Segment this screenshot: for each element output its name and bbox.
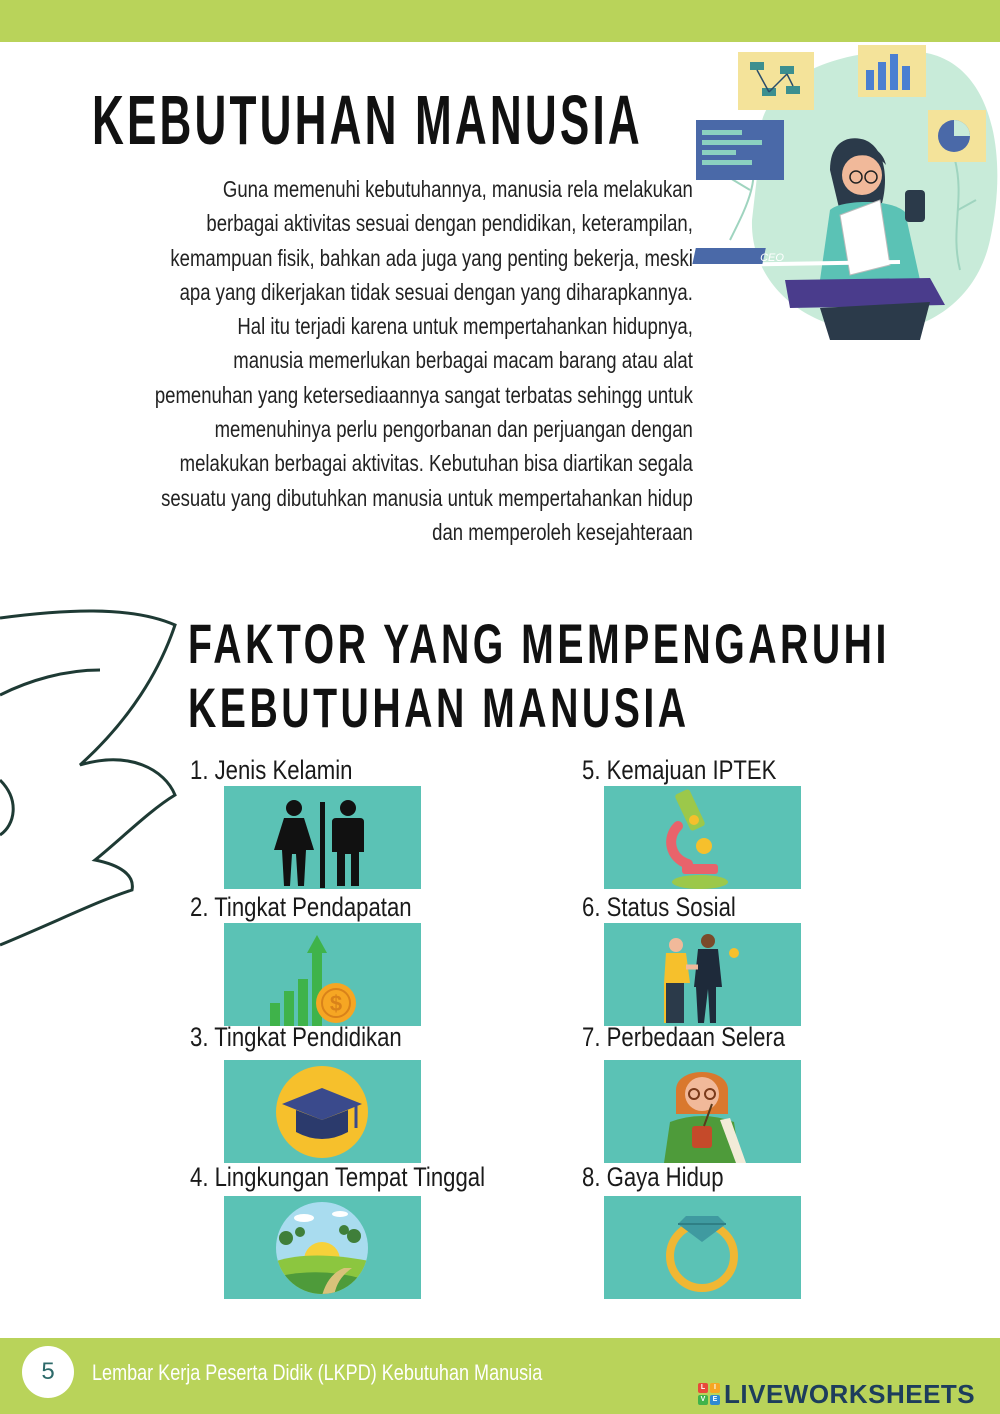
factor-label-tingkat-pendapatan: 2. Tingkat Pendapatan [190,892,412,922]
intro-line: kemampuan fisik, bahkan ada juga yang penting bekerja, meski [170,244,693,271]
liveworksheets-logo[interactable] [698,1378,975,1410]
intro-line: pemenuhan yang ketersediaannya sangat terbatas sehingg untuk [154,381,693,408]
logo-text: LIVEWORKSHEETS [724,1378,976,1409]
factor-label-perbedaan-selera: 7. Perbedaan Selera [582,1022,786,1052]
top-accent-bar [0,0,1000,42]
leaf-outline-decoration [0,600,200,960]
intro-line: manusia memerlukan berbagai macam barang atau alat [233,347,693,374]
factor-label-tingkat-pendidikan: 3. Tingkat Pendidikan [190,1022,402,1052]
intro-line: sesuatu yang dibutuhkan manusia untuk mempertahankan hidup [161,484,693,511]
hero-illustration [690,40,1000,340]
gender-icon [224,786,421,889]
intro-line: berbagai aktivitas sesuai dengan pendidikan, keterampilan, [206,210,693,237]
intro-line: memenuhinya perlu pengorbanan dan perjuangan dengan [214,416,693,443]
factor-label-jenis-kelamin: 1. Jenis Kelamin [190,755,353,785]
svg-text:$: $ [329,991,343,1016]
intro-line: Guna memenuhi kebutuhannya, manusia rela melakukan [222,176,693,202]
section-title-line-2: KEBUTUHAN MANUSIA [188,676,690,739]
person-eating-icon [604,1060,801,1163]
ring-icon [604,1196,801,1299]
microscope-icon [604,786,801,889]
intro-line: Hal itu terjadi karena untuk mempertahankan hidupnya, [237,313,693,340]
intro-paragraph [40,172,693,549]
logo-blocks-icon: L I V E [698,1383,720,1405]
section-title [188,612,890,740]
intro-line: apa yang dikerjakan tidak sesuai dengan yang diharapkannya. [179,278,693,305]
intro-line: melakukan berbagai aktivitas. Kebutuhan bisa diartikan segala [179,450,693,477]
page-number: 5 [22,1346,74,1398]
factor-label-status-sosial: 6. Status Sosial [582,892,736,922]
factor-label-lingkungan: 4. Lingkungan Tempat Tinggal [190,1162,486,1192]
page-title: KEBUTUHAN MANUSIA [92,81,643,159]
factor-label-gaya-hidup: 8. Gaya Hidup [582,1162,724,1192]
intro-line: dan memperoleh kesejahteraan [432,518,693,545]
section-title-line-1: FAKTOR YANG MEMPENGARUHI [188,612,890,675]
footer-title: Lembar Kerja Peserta Didik (LKPD) Kebutuhan Manusia [92,1360,543,1385]
landscape-icon [224,1196,421,1299]
ceo-badge: CEO [760,252,784,264]
handshake-icon [604,923,801,1026]
income-icon [224,923,421,1026]
factor-label-kemajuan-iptek: 5. Kemajuan IPTEK [582,755,777,785]
graduation-cap-icon [224,1060,421,1163]
